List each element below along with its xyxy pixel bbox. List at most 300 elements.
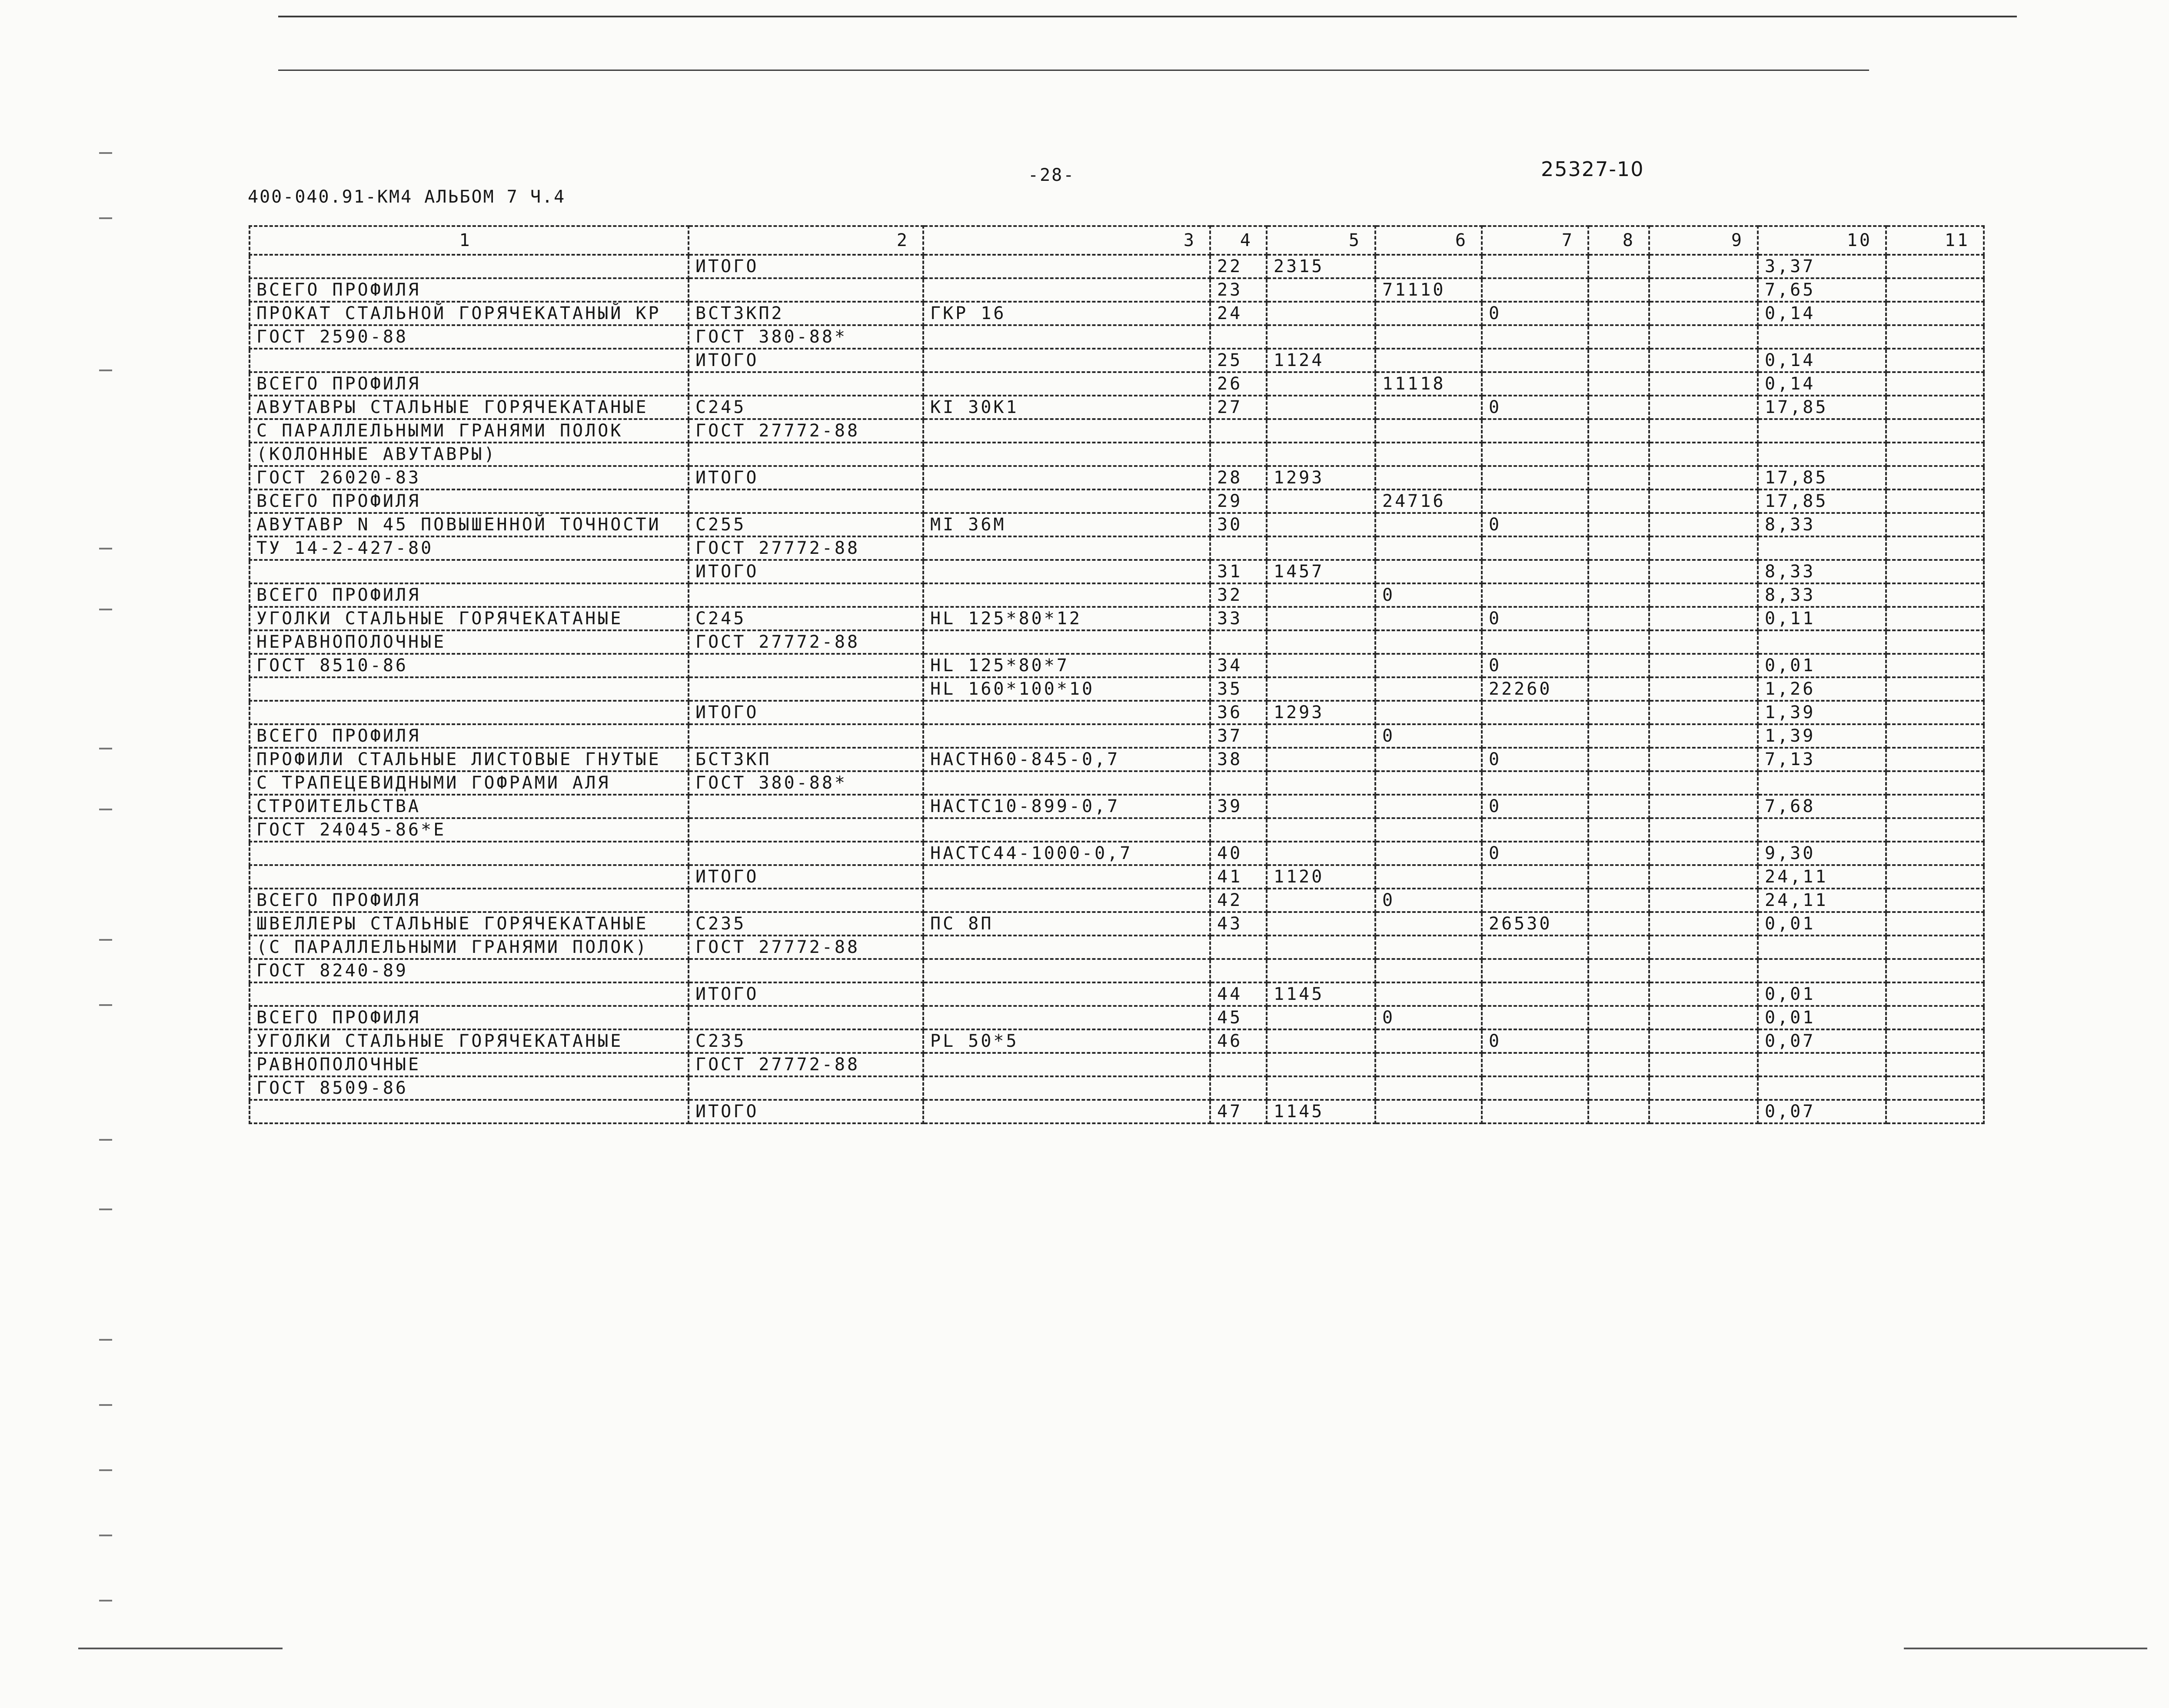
table-cell-col1 xyxy=(250,865,689,889)
table-cell-col6 xyxy=(1375,1029,1482,1053)
table-cell-col10 xyxy=(1758,1076,1886,1100)
table-cell-col10 xyxy=(1758,818,1886,842)
table-cell-col11 xyxy=(1886,771,1984,795)
table-cell-col3: МI 36М xyxy=(923,513,1210,536)
table-cell-col9 xyxy=(1649,724,1758,748)
table-cell-col4: 26 xyxy=(1210,372,1267,396)
table-cell-col9 xyxy=(1649,489,1758,513)
table-cell-col4: 40 xyxy=(1210,842,1267,865)
table-row xyxy=(250,583,1984,607)
table-cell-col11 xyxy=(1886,842,1984,865)
table-cell-col7: 0 xyxy=(1482,513,1588,536)
table-cell-col9 xyxy=(1649,607,1758,630)
table-cell-col3 xyxy=(923,701,1210,724)
table-cell-col4: 28 xyxy=(1210,466,1267,489)
table-cell-col7 xyxy=(1482,349,1588,372)
table-row xyxy=(250,701,1984,724)
table-cell-col5 xyxy=(1267,536,1375,560)
table-cell-col10: 0,07 xyxy=(1758,1029,1886,1053)
table-cell-col8 xyxy=(1588,771,1649,795)
table-cell-col5 xyxy=(1267,889,1375,912)
table-cell-col1: ПРОФИЛИ СТАЛЬНЫЕ ЛИСТОВЫЕ ГНУТЫЕ xyxy=(250,748,689,771)
column-header-2: 2 xyxy=(689,226,923,255)
table-cell-col3: HL 160*100*10 xyxy=(923,677,1210,701)
table-cell-col7 xyxy=(1482,372,1588,396)
table-cell-col7 xyxy=(1482,959,1588,982)
table-cell-col6 xyxy=(1375,630,1482,654)
table-row xyxy=(250,255,1984,278)
table-cell-col3 xyxy=(923,771,1210,795)
table-cell-col9 xyxy=(1649,818,1758,842)
table-cell-col7: 0 xyxy=(1482,842,1588,865)
table-cell-col11 xyxy=(1886,466,1984,489)
table-cell-col3 xyxy=(923,583,1210,607)
table-cell-col5 xyxy=(1267,771,1375,795)
table-cell-col5: 1145 xyxy=(1267,1100,1375,1123)
table-cell-col2 xyxy=(689,889,923,912)
table-cell-col11 xyxy=(1886,1053,1984,1076)
table-cell-col1: ВСЕГО ПРОФИЛЯ xyxy=(250,278,689,302)
table-cell-col1 xyxy=(250,255,689,278)
table-cell-col5 xyxy=(1267,372,1375,396)
table-cell-col10: 0,01 xyxy=(1758,912,1886,936)
table-row xyxy=(250,818,1984,842)
table-cell-col6 xyxy=(1375,959,1482,982)
table-cell-col1: ВСЕГО ПРОФИЛЯ xyxy=(250,1006,689,1029)
table-cell-col6 xyxy=(1375,912,1482,936)
table-cell-col8 xyxy=(1588,889,1649,912)
table-cell-col9 xyxy=(1649,349,1758,372)
table-cell-col1 xyxy=(250,701,689,724)
table-cell-col3: НАСТС10-899-0,7 xyxy=(923,795,1210,818)
table-cell-col2 xyxy=(689,1006,923,1029)
table-cell-col8 xyxy=(1588,795,1649,818)
table-cell-col10 xyxy=(1758,325,1886,349)
table-cell-col7 xyxy=(1482,536,1588,560)
table-cell-col6 xyxy=(1375,865,1482,889)
column-header-5: 5 xyxy=(1267,226,1375,255)
table-cell-col5 xyxy=(1267,1029,1375,1053)
table-cell-col2 xyxy=(689,795,923,818)
table-cell-col11 xyxy=(1886,1006,1984,1029)
table-cell-col4: 37 xyxy=(1210,724,1267,748)
table-cell-col9 xyxy=(1649,513,1758,536)
table-cell-col1 xyxy=(250,560,689,583)
table-cell-col1: (С ПАРАЛЛЕЛЬНЫМИ ГРАНЯМИ ПОЛОК) xyxy=(250,936,689,959)
table-cell-col6 xyxy=(1375,302,1482,325)
table-cell-col2: С235 xyxy=(689,1029,923,1053)
table-row xyxy=(250,607,1984,630)
table-cell-col3 xyxy=(923,372,1210,396)
table-cell-col8 xyxy=(1588,701,1649,724)
sheet-number: 25327-10 xyxy=(1541,157,1644,181)
table-cell-col8 xyxy=(1588,419,1649,443)
table-cell-col11 xyxy=(1886,795,1984,818)
table-cell-col10: 0,14 xyxy=(1758,349,1886,372)
table-cell-col6 xyxy=(1375,466,1482,489)
table-cell-col7 xyxy=(1482,583,1588,607)
table-cell-col11 xyxy=(1886,889,1984,912)
table-cell-col7 xyxy=(1482,325,1588,349)
table-row xyxy=(250,1076,1984,1100)
table-cell-col11 xyxy=(1886,1100,1984,1123)
table-cell-col11 xyxy=(1886,583,1984,607)
table-cell-col10: 3,37 xyxy=(1758,255,1886,278)
table-cell-col2: С245 xyxy=(689,396,923,419)
table-cell-col1: ГОСТ 2590-88 xyxy=(250,325,689,349)
table-cell-col10 xyxy=(1758,419,1886,443)
table-cell-col4 xyxy=(1210,936,1267,959)
column-header-8: 8 xyxy=(1588,226,1649,255)
table-cell-col2 xyxy=(689,677,923,701)
table-cell-col5 xyxy=(1267,489,1375,513)
table-cell-col10: 17,85 xyxy=(1758,466,1886,489)
table-cell-col7 xyxy=(1482,466,1588,489)
table-cell-col8 xyxy=(1588,255,1649,278)
table-cell-col3 xyxy=(923,1100,1210,1123)
table-row xyxy=(250,748,1984,771)
table-cell-col11 xyxy=(1886,959,1984,982)
table-cell-col8 xyxy=(1588,560,1649,583)
table-cell-col2: ГОСТ 27772-88 xyxy=(689,536,923,560)
column-header-4: 4 xyxy=(1210,226,1267,255)
table-cell-col7 xyxy=(1482,1100,1588,1123)
table-cell-col9 xyxy=(1649,936,1758,959)
table-cell-col2: ГОСТ 27772-88 xyxy=(689,419,923,443)
table-cell-col10 xyxy=(1758,630,1886,654)
table-cell-col1: ГОСТ 26020-83 xyxy=(250,466,689,489)
table-cell-col3 xyxy=(923,255,1210,278)
table-cell-col7 xyxy=(1482,560,1588,583)
table-cell-col3 xyxy=(923,443,1210,466)
table-cell-col10: 7,65 xyxy=(1758,278,1886,302)
table-cell-col2 xyxy=(689,278,923,302)
table-cell-col11 xyxy=(1886,419,1984,443)
table-cell-col8 xyxy=(1588,1076,1649,1100)
table-cell-col10: 9,30 xyxy=(1758,842,1886,865)
table-cell-col11 xyxy=(1886,865,1984,889)
table-cell-col11 xyxy=(1886,630,1984,654)
table-cell-col2: С235 xyxy=(689,912,923,936)
table-cell-col1: ПРОКАТ СТАЛЬНОЙ ГОРЯЧЕКАТАНЫЙ КР xyxy=(250,302,689,325)
table-cell-col11 xyxy=(1886,489,1984,513)
table-cell-col11 xyxy=(1886,654,1984,677)
table-cell-col3 xyxy=(923,1006,1210,1029)
table-cell-col9 xyxy=(1649,771,1758,795)
table-cell-col3: НАСТН60-845-0,7 xyxy=(923,748,1210,771)
table-cell-col2: ГОСТ 380-88* xyxy=(689,771,923,795)
table-cell-col9 xyxy=(1649,654,1758,677)
table-cell-col5 xyxy=(1267,513,1375,536)
table-cell-col5 xyxy=(1267,748,1375,771)
table-cell-col7 xyxy=(1482,255,1588,278)
table-cell-col4: 33 xyxy=(1210,607,1267,630)
table-cell-col2: БСТ3КП xyxy=(689,748,923,771)
table-cell-col7 xyxy=(1482,419,1588,443)
table-cell-col1 xyxy=(250,1100,689,1123)
table-cell-col9 xyxy=(1649,302,1758,325)
table-cell-col10: 0,01 xyxy=(1758,1006,1886,1029)
table-cell-col10: 0,14 xyxy=(1758,302,1886,325)
column-header-7: 7 xyxy=(1482,226,1588,255)
table-cell-col10: 0,07 xyxy=(1758,1100,1886,1123)
table-cell-col9 xyxy=(1649,677,1758,701)
table-cell-col5 xyxy=(1267,396,1375,419)
table-cell-col9 xyxy=(1649,959,1758,982)
page-number: -28- xyxy=(1028,165,1075,185)
table-cell-col1: ГОСТ 8509-86 xyxy=(250,1076,689,1100)
table-row xyxy=(250,795,1984,818)
table-cell-col9 xyxy=(1649,255,1758,278)
table-cell-col8 xyxy=(1588,583,1649,607)
table-cell-col1: АВУТАВРЫ СТАЛЬНЫЕ ГОРЯЧЕКАТАНЫЕ xyxy=(250,396,689,419)
table-row xyxy=(250,1029,1984,1053)
table-cell-col9 xyxy=(1649,560,1758,583)
table-cell-col3 xyxy=(923,536,1210,560)
table-cell-col11 xyxy=(1886,560,1984,583)
table-cell-col4: 42 xyxy=(1210,889,1267,912)
table-cell-col2 xyxy=(689,654,923,677)
table-cell-col4: 32 xyxy=(1210,583,1267,607)
table-cell-col2: ВСТ3КП2 xyxy=(689,302,923,325)
table-cell-col8 xyxy=(1588,489,1649,513)
table-cell-col7 xyxy=(1482,818,1588,842)
table-row xyxy=(250,419,1984,443)
table-cell-col7 xyxy=(1482,889,1588,912)
table-cell-col6 xyxy=(1375,842,1482,865)
table-row xyxy=(250,466,1984,489)
table-cell-col11 xyxy=(1886,701,1984,724)
table-cell-col7: 0 xyxy=(1482,654,1588,677)
table-cell-col4 xyxy=(1210,771,1267,795)
table-cell-col9 xyxy=(1649,443,1758,466)
table-cell-col6 xyxy=(1375,419,1482,443)
table-cell-col10 xyxy=(1758,443,1886,466)
table-cell-col11 xyxy=(1886,278,1984,302)
table-cell-col3 xyxy=(923,982,1210,1006)
table-cell-col11 xyxy=(1886,677,1984,701)
table-cell-col2: ИТОГО xyxy=(689,865,923,889)
table-cell-col7: 22260 xyxy=(1482,677,1588,701)
table-cell-col8 xyxy=(1588,372,1649,396)
table-cell-col10: 24,11 xyxy=(1758,889,1886,912)
table-cell-col4: 36 xyxy=(1210,701,1267,724)
table-cell-col5: 1293 xyxy=(1267,701,1375,724)
table-cell-col11 xyxy=(1886,1029,1984,1053)
table-cell-col5 xyxy=(1267,724,1375,748)
table-cell-col10 xyxy=(1758,536,1886,560)
table-cell-col8 xyxy=(1588,466,1649,489)
table-cell-col7: 0 xyxy=(1482,607,1588,630)
table-cell-col7 xyxy=(1482,1006,1588,1029)
table-cell-col3: PL 50*5 xyxy=(923,1029,1210,1053)
table-cell-col3 xyxy=(923,724,1210,748)
table-row xyxy=(250,278,1984,302)
table-row xyxy=(250,325,1984,349)
table-cell-col9 xyxy=(1649,278,1758,302)
table-cell-col9 xyxy=(1649,419,1758,443)
table-cell-col11 xyxy=(1886,396,1984,419)
table-cell-col2 xyxy=(689,443,923,466)
table-cell-col10: 1,39 xyxy=(1758,724,1886,748)
table-cell-col4: 46 xyxy=(1210,1029,1267,1053)
table-cell-col11 xyxy=(1886,349,1984,372)
table-cell-col4 xyxy=(1210,630,1267,654)
table-cell-col1: НЕРАВНОПОЛОЧНЫЕ xyxy=(250,630,689,654)
table-row xyxy=(250,302,1984,325)
second-rule xyxy=(278,70,1869,71)
table-cell-col11 xyxy=(1886,255,1984,278)
table-row xyxy=(250,654,1984,677)
table-cell-col10: 7,13 xyxy=(1758,748,1886,771)
table-cell-col2 xyxy=(689,818,923,842)
table-cell-col6 xyxy=(1375,560,1482,583)
table-cell-col6 xyxy=(1375,536,1482,560)
table-cell-col10: 17,85 xyxy=(1758,396,1886,419)
table-cell-col8 xyxy=(1588,842,1649,865)
table-cell-col11 xyxy=(1886,818,1984,842)
table-body xyxy=(250,255,1984,1123)
table-cell-col5: 1293 xyxy=(1267,466,1375,489)
table-cell-col8 xyxy=(1588,302,1649,325)
table-row xyxy=(250,349,1984,372)
table-cell-col1 xyxy=(250,677,689,701)
table-cell-col7 xyxy=(1482,936,1588,959)
table-cell-col6: 11118 xyxy=(1375,372,1482,396)
table-cell-col7: 0 xyxy=(1482,302,1588,325)
table-cell-col2 xyxy=(689,842,923,865)
table-cell-col3: НАСТС44-1000-0,7 xyxy=(923,842,1210,865)
table-cell-col4: 34 xyxy=(1210,654,1267,677)
table-cell-col5 xyxy=(1267,1076,1375,1100)
table-row xyxy=(250,724,1984,748)
table-cell-col9 xyxy=(1649,865,1758,889)
table-cell-col5: 1145 xyxy=(1267,982,1375,1006)
column-header-10: 10 xyxy=(1758,226,1886,255)
table-row xyxy=(250,372,1984,396)
table-cell-col5 xyxy=(1267,325,1375,349)
table-row xyxy=(250,560,1984,583)
table-cell-col1: ГОСТ 24045-86*Е xyxy=(250,818,689,842)
table-cell-col4 xyxy=(1210,325,1267,349)
table-cell-col1: РАВНОПОЛОЧНЫЕ xyxy=(250,1053,689,1076)
table-cell-col1 xyxy=(250,349,689,372)
table-cell-col9 xyxy=(1649,1053,1758,1076)
table-cell-col11 xyxy=(1886,607,1984,630)
table-cell-col10 xyxy=(1758,936,1886,959)
table-cell-col4: 44 xyxy=(1210,982,1267,1006)
table-cell-col8 xyxy=(1588,536,1649,560)
table-cell-col4: 25 xyxy=(1210,349,1267,372)
table-cell-col10: 0,01 xyxy=(1758,654,1886,677)
table-cell-col9 xyxy=(1649,842,1758,865)
table-cell-col9 xyxy=(1649,536,1758,560)
document-code: 400-040.91-КМ4 АЛЬБОМ 7 Ч.4 xyxy=(248,187,566,207)
table-cell-col4: 22 xyxy=(1210,255,1267,278)
table-cell-col3 xyxy=(923,818,1210,842)
table-cell-col5: 2315 xyxy=(1267,255,1375,278)
header-row xyxy=(250,226,1984,255)
table-cell-col6: 0 xyxy=(1375,889,1482,912)
table-cell-col7 xyxy=(1482,771,1588,795)
table-cell-col8 xyxy=(1588,278,1649,302)
table-cell-col6 xyxy=(1375,654,1482,677)
table-cell-col3 xyxy=(923,560,1210,583)
table-cell-col9 xyxy=(1649,1006,1758,1029)
table-cell-col5 xyxy=(1267,795,1375,818)
table-cell-col8 xyxy=(1588,724,1649,748)
table-cell-col7: 0 xyxy=(1482,396,1588,419)
table-cell-col11 xyxy=(1886,372,1984,396)
table-cell-col5: 1457 xyxy=(1267,560,1375,583)
table-cell-col2: ИТОГО xyxy=(689,560,923,583)
table-cell-col4: 35 xyxy=(1210,677,1267,701)
table-cell-col4: 39 xyxy=(1210,795,1267,818)
table-cell-col5 xyxy=(1267,1006,1375,1029)
table-cell-col4 xyxy=(1210,1053,1267,1076)
table-cell-col9 xyxy=(1649,912,1758,936)
table-cell-col10 xyxy=(1758,959,1886,982)
table-cell-col6 xyxy=(1375,748,1482,771)
table-cell-col2: ИТОГО xyxy=(689,701,923,724)
table-cell-col3: ГКР 16 xyxy=(923,302,1210,325)
table-cell-col6 xyxy=(1375,677,1482,701)
table-cell-col7 xyxy=(1482,724,1588,748)
table-cell-col2 xyxy=(689,959,923,982)
table-row xyxy=(250,936,1984,959)
table-cell-col2: С245 xyxy=(689,607,923,630)
table-cell-col8 xyxy=(1588,865,1649,889)
material-table xyxy=(249,225,1985,1124)
table-cell-col2: ГОСТ 27772-88 xyxy=(689,1053,923,1076)
table-cell-col4: 45 xyxy=(1210,1006,1267,1029)
table-cell-col5: 1120 xyxy=(1267,865,1375,889)
table-cell-col8 xyxy=(1588,607,1649,630)
table-cell-col5 xyxy=(1267,677,1375,701)
table-cell-col2: ГОСТ 380-88* xyxy=(689,325,923,349)
table-cell-col9 xyxy=(1649,748,1758,771)
table-cell-col6 xyxy=(1375,325,1482,349)
table-cell-col6 xyxy=(1375,1076,1482,1100)
table-cell-col8 xyxy=(1588,1029,1649,1053)
column-header-6: 6 xyxy=(1375,226,1482,255)
table-cell-col4: 30 xyxy=(1210,513,1267,536)
table-cell-col3 xyxy=(923,349,1210,372)
table-cell-col11 xyxy=(1886,1076,1984,1100)
table-cell-col2 xyxy=(689,489,923,513)
table-cell-col1: ГОСТ 8510-86 xyxy=(250,654,689,677)
table-cell-col7 xyxy=(1482,278,1588,302)
table-cell-col2: ИТОГО xyxy=(689,982,923,1006)
table-cell-col7 xyxy=(1482,489,1588,513)
table-cell-col2 xyxy=(689,724,923,748)
table-cell-col4: 43 xyxy=(1210,912,1267,936)
table-cell-col1: ВСЕГО ПРОФИЛЯ xyxy=(250,889,689,912)
table-cell-col9 xyxy=(1649,1029,1758,1053)
table-cell-col10 xyxy=(1758,1053,1886,1076)
table-cell-col4: 23 xyxy=(1210,278,1267,302)
table-row xyxy=(250,536,1984,560)
table-cell-col4: 27 xyxy=(1210,396,1267,419)
table-cell-col3 xyxy=(923,466,1210,489)
table-cell-col1: УГОЛКИ СТАЛЬНЫЕ ГОРЯЧЕКАТАНЫЕ xyxy=(250,607,689,630)
table-row xyxy=(250,630,1984,654)
table-cell-col5 xyxy=(1267,842,1375,865)
table-cell-col6 xyxy=(1375,795,1482,818)
table-cell-col1: (КОЛОННЫЕ АВУТАВРЫ) xyxy=(250,443,689,466)
table-cell-col2 xyxy=(689,372,923,396)
table-cell-col2 xyxy=(689,583,923,607)
